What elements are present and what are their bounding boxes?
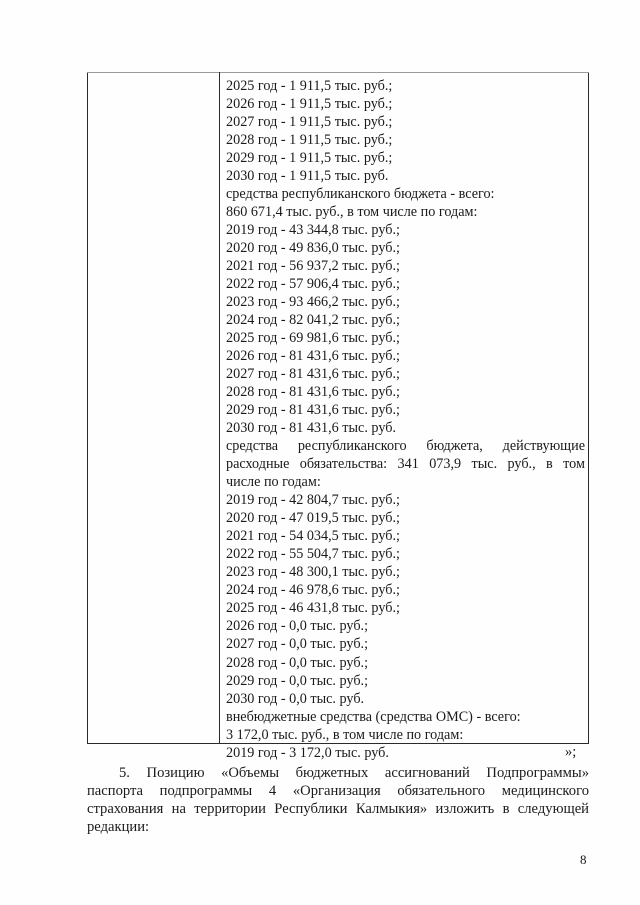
table-cell-line: 2019 год - 43 344,8 тыс. руб.; <box>226 222 400 239</box>
table-cell-line: 2027 год - 81 431,6 тыс. руб.; <box>226 366 400 383</box>
table-cell-line: 2027 год - 0,0 тыс. руб.; <box>226 636 369 653</box>
table-cell-line: 2022 год - 55 504,7 тыс. руб.; <box>226 546 400 563</box>
table-cell-line: 2028 год - 1 911,5 тыс. руб.; <box>226 132 393 149</box>
table-cell-line: 2030 год - 81 431,6 тыс. руб. <box>226 420 397 437</box>
table-cell-line: числе по годам: <box>226 474 321 491</box>
table-cell-line: расходные обязательства: 341 073,9 тыс. руб., в том <box>226 456 585 473</box>
table-cell-line: 2027 год - 1 911,5 тыс. руб.; <box>226 114 393 131</box>
table-cell-line: 2020 год - 49 836,0 тыс. руб.; <box>226 240 400 257</box>
table-cell-line: внебюджетные средства (средства ОМС) - всего: <box>226 708 521 725</box>
table-right-cell <box>226 77 585 762</box>
table-cell-line: 2023 год - 48 300,1 тыс. руб.; <box>226 564 400 581</box>
table-cell-line: 2019 год - 3 172,0 тыс. руб. <box>226 744 389 761</box>
table-cell-line: 2023 год - 93 466,2 тыс. руб.; <box>226 294 400 311</box>
table-cell-line: 2028 год - 81 431,6 тыс. руб.; <box>226 384 400 401</box>
table-cell-line: 2022 год - 57 906,4 тыс. руб.; <box>226 276 400 293</box>
paragraph-line: паспорта подпрограммы 4 «Организация обязательного медицинского <box>87 783 589 799</box>
table-cell-line: 2029 год - 1 911,5 тыс. руб.; <box>226 150 393 167</box>
table-cell-line: 2026 год - 81 431,6 тыс. руб.; <box>226 348 400 365</box>
amendment-paragraph <box>87 764 589 836</box>
paragraph-line: 5. Позицию «Объемы бюджетных ассигнований Подпрограммы» <box>119 765 589 781</box>
table-cell-line: 2019 год - 42 804,7 тыс. руб.; <box>226 492 400 509</box>
table-cell-line: 2030 год - 0,0 тыс. руб. <box>226 690 365 707</box>
table-column-divider <box>219 72 220 744</box>
table-cell-line: 2025 год - 69 981,6 тыс. руб.; <box>226 330 400 347</box>
table-cell-line: 2026 год - 1 911,5 тыс. руб.; <box>226 96 393 113</box>
table-cell-line: 2030 год - 1 911,5 тыс. руб. <box>226 168 389 185</box>
page-number: 8 <box>580 852 587 867</box>
paragraph-line: страхования на территории Республики Калмыкия» изложить в следующей <box>87 801 589 817</box>
table-top-border <box>87 72 589 73</box>
table-cell-line: 2024 год - 82 041,2 тыс. руб.; <box>226 312 400 329</box>
table-cell-line: 2021 год - 56 937,2 тыс. руб.; <box>226 258 400 275</box>
table-cell-line: средства республиканского бюджета - всего: <box>226 186 495 203</box>
table-cell-line: 2024 год - 46 978,6 тыс. руб.; <box>226 582 400 599</box>
table-cell-line: 2029 год - 81 431,6 тыс. руб.; <box>226 402 400 419</box>
table-cell-line: 2025 год - 1 911,5 тыс. руб.; <box>226 78 393 94</box>
table-cell-line: 2021 год - 54 034,5 тыс. руб.; <box>226 528 400 545</box>
closing-quote: »; <box>565 744 577 760</box>
table-cell-line: 2020 год - 47 019,5 тыс. руб.; <box>226 510 400 527</box>
table-cell-line: 860 671,4 тыс. руб., в том числе по годам: <box>226 204 478 221</box>
table-cell-line: 3 172,0 тыс. руб., в том числе по годам: <box>226 726 464 743</box>
table-cell-line: средства республиканского бюджета, действующие <box>226 438 585 455</box>
table-cell-line: 2028 год - 0,0 тыс. руб.; <box>226 654 369 671</box>
table-cell-line: 2025 год - 46 431,8 тыс. руб.; <box>226 600 400 617</box>
table-cell-line: 2029 год - 0,0 тыс. руб.; <box>226 672 369 689</box>
paragraph-line: редакции: <box>87 819 150 835</box>
table-cell-line: 2026 год - 0,0 тыс. руб.; <box>226 618 369 635</box>
